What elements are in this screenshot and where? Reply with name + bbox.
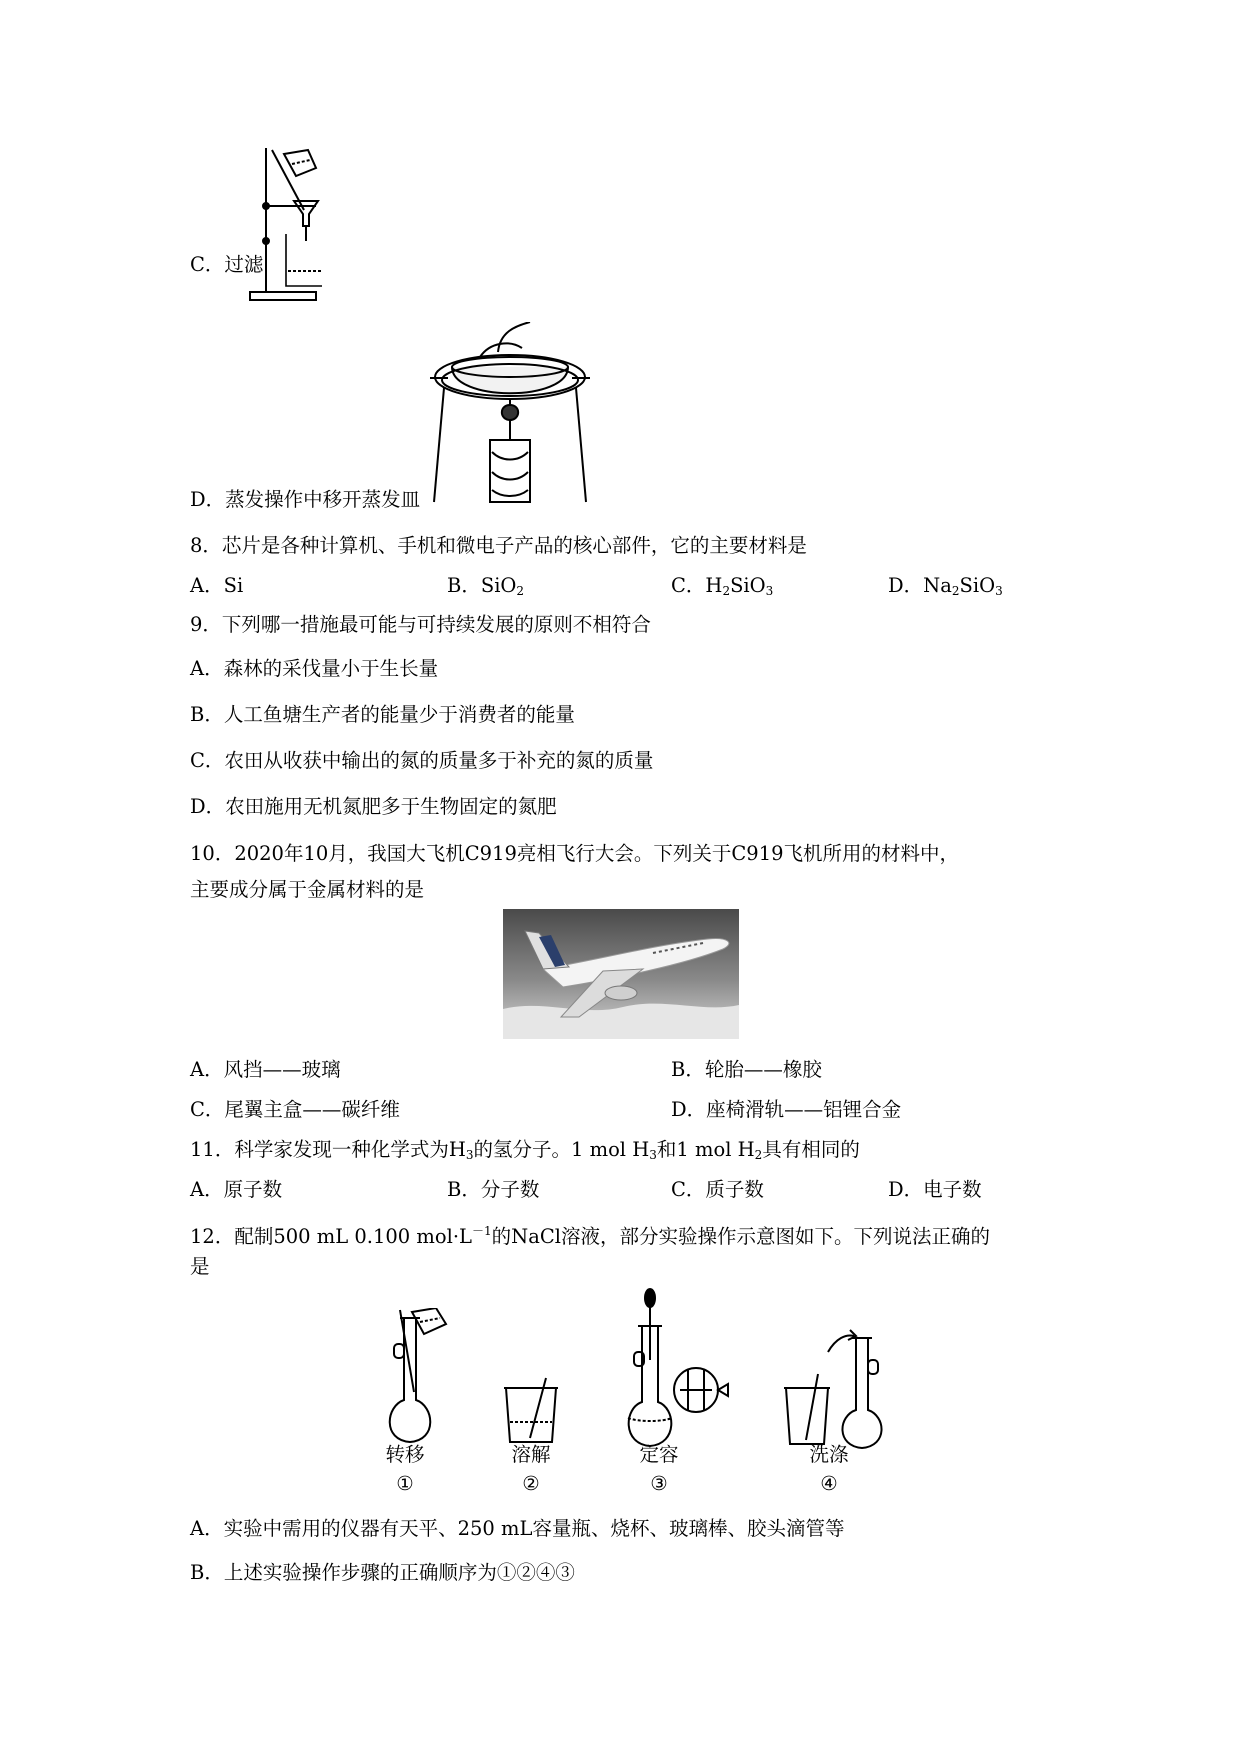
q10-stem-line1: 10．2020年10月，我国大飞机C919亮相飞行大会。下列关于C919飞机所用的材料中， <box>190 842 960 865</box>
q11-stem: 11．科学家发现一种化学式为$H_3$的氢分子。1 mol $H_3$和1 mol $H_2$具有相同的 <box>190 1138 860 1162</box>
c919-airplane-photo <box>503 909 739 1039</box>
step-4-number: ④ <box>820 1472 838 1495</box>
transfer-step-figure <box>380 1308 460 1448</box>
step-4-label: 洗涤 <box>809 1443 849 1466</box>
q9-option-d: D．农田施用无机氮肥多于生物固定的氮肥 <box>190 795 557 818</box>
q8-stem: 8．芯片是各种计算机、手机和微电子产品的核心部件，它的主要材料是 <box>190 534 807 557</box>
q8-option-c: C．$H_2SiO_3$ <box>671 574 774 598</box>
q8-option-a: A．Si <box>190 574 244 597</box>
dissolve-step-figure <box>502 1376 562 1446</box>
q11-option-d: D．电子数 <box>888 1178 982 1201</box>
constant-volume-step-figure <box>624 1286 734 1450</box>
step-2-label: 溶解 <box>511 1443 551 1466</box>
q10-option-b: B．轮胎——橡胶 <box>671 1058 822 1081</box>
q10-option-c: C．尾翼主盒——碳纤维 <box>190 1098 400 1121</box>
wash-step-figure <box>780 1326 890 1450</box>
q12-stem-line2: 是 <box>190 1255 210 1278</box>
q12-option-a: A．实验中需用的仪器有天平、250 mL容量瓶、烧杯、玻璃棒、胶头滴管等 <box>190 1517 845 1540</box>
q10-option-a: A．风挡——玻璃 <box>190 1058 341 1081</box>
q7-option-d: D．蒸发操作中移开蒸发皿 <box>190 488 421 511</box>
q11-option-b: B．分子数 <box>447 1178 540 1201</box>
step-2-number: ② <box>522 1472 540 1495</box>
q12-option-b: B．上述实验操作步骤的正确顺序为①②④③ <box>190 1561 575 1584</box>
q12-stem-line1: 12．配制500 mL 0.100 $mol\cdot L^{-1}$的NaCl溶液，部分实验操作示意图如下。下列说法正确的 <box>190 1224 991 1248</box>
q8-option-d: D．$Na_2SiO_3$ <box>888 574 1003 598</box>
q7-option-c: C．过滤 <box>190 253 264 276</box>
step-1-label: 转移 <box>385 1443 425 1466</box>
filtration-apparatus-figure <box>246 146 322 306</box>
q11-option-c: C．质子数 <box>671 1178 764 1201</box>
q9-option-c: C．农田从收获中输出的氮的质量多于补充的氮的质量 <box>190 749 654 772</box>
q9-stem: 9．下列哪一措施最可能与可持续发展的原则不相符合 <box>190 613 651 636</box>
step-1-number: ① <box>396 1472 414 1495</box>
q11-option-a: A．原子数 <box>190 1178 283 1201</box>
q10-stem-line2: 主要成分属于金属材料的是 <box>190 878 425 901</box>
q9-option-a: A．森林的采伐量小于生长量 <box>190 657 439 680</box>
step-3-label: 定容 <box>639 1443 679 1466</box>
q8-option-b: B．SiO$_2$ <box>447 574 525 598</box>
evaporation-apparatus-figure <box>430 322 590 512</box>
q10-option-d: D．座椅滑轨——铝锂合金 <box>671 1098 902 1121</box>
step-3-number: ③ <box>650 1472 668 1495</box>
q9-option-b: B．人工鱼塘生产者的能量少于消费者的能量 <box>190 703 575 726</box>
